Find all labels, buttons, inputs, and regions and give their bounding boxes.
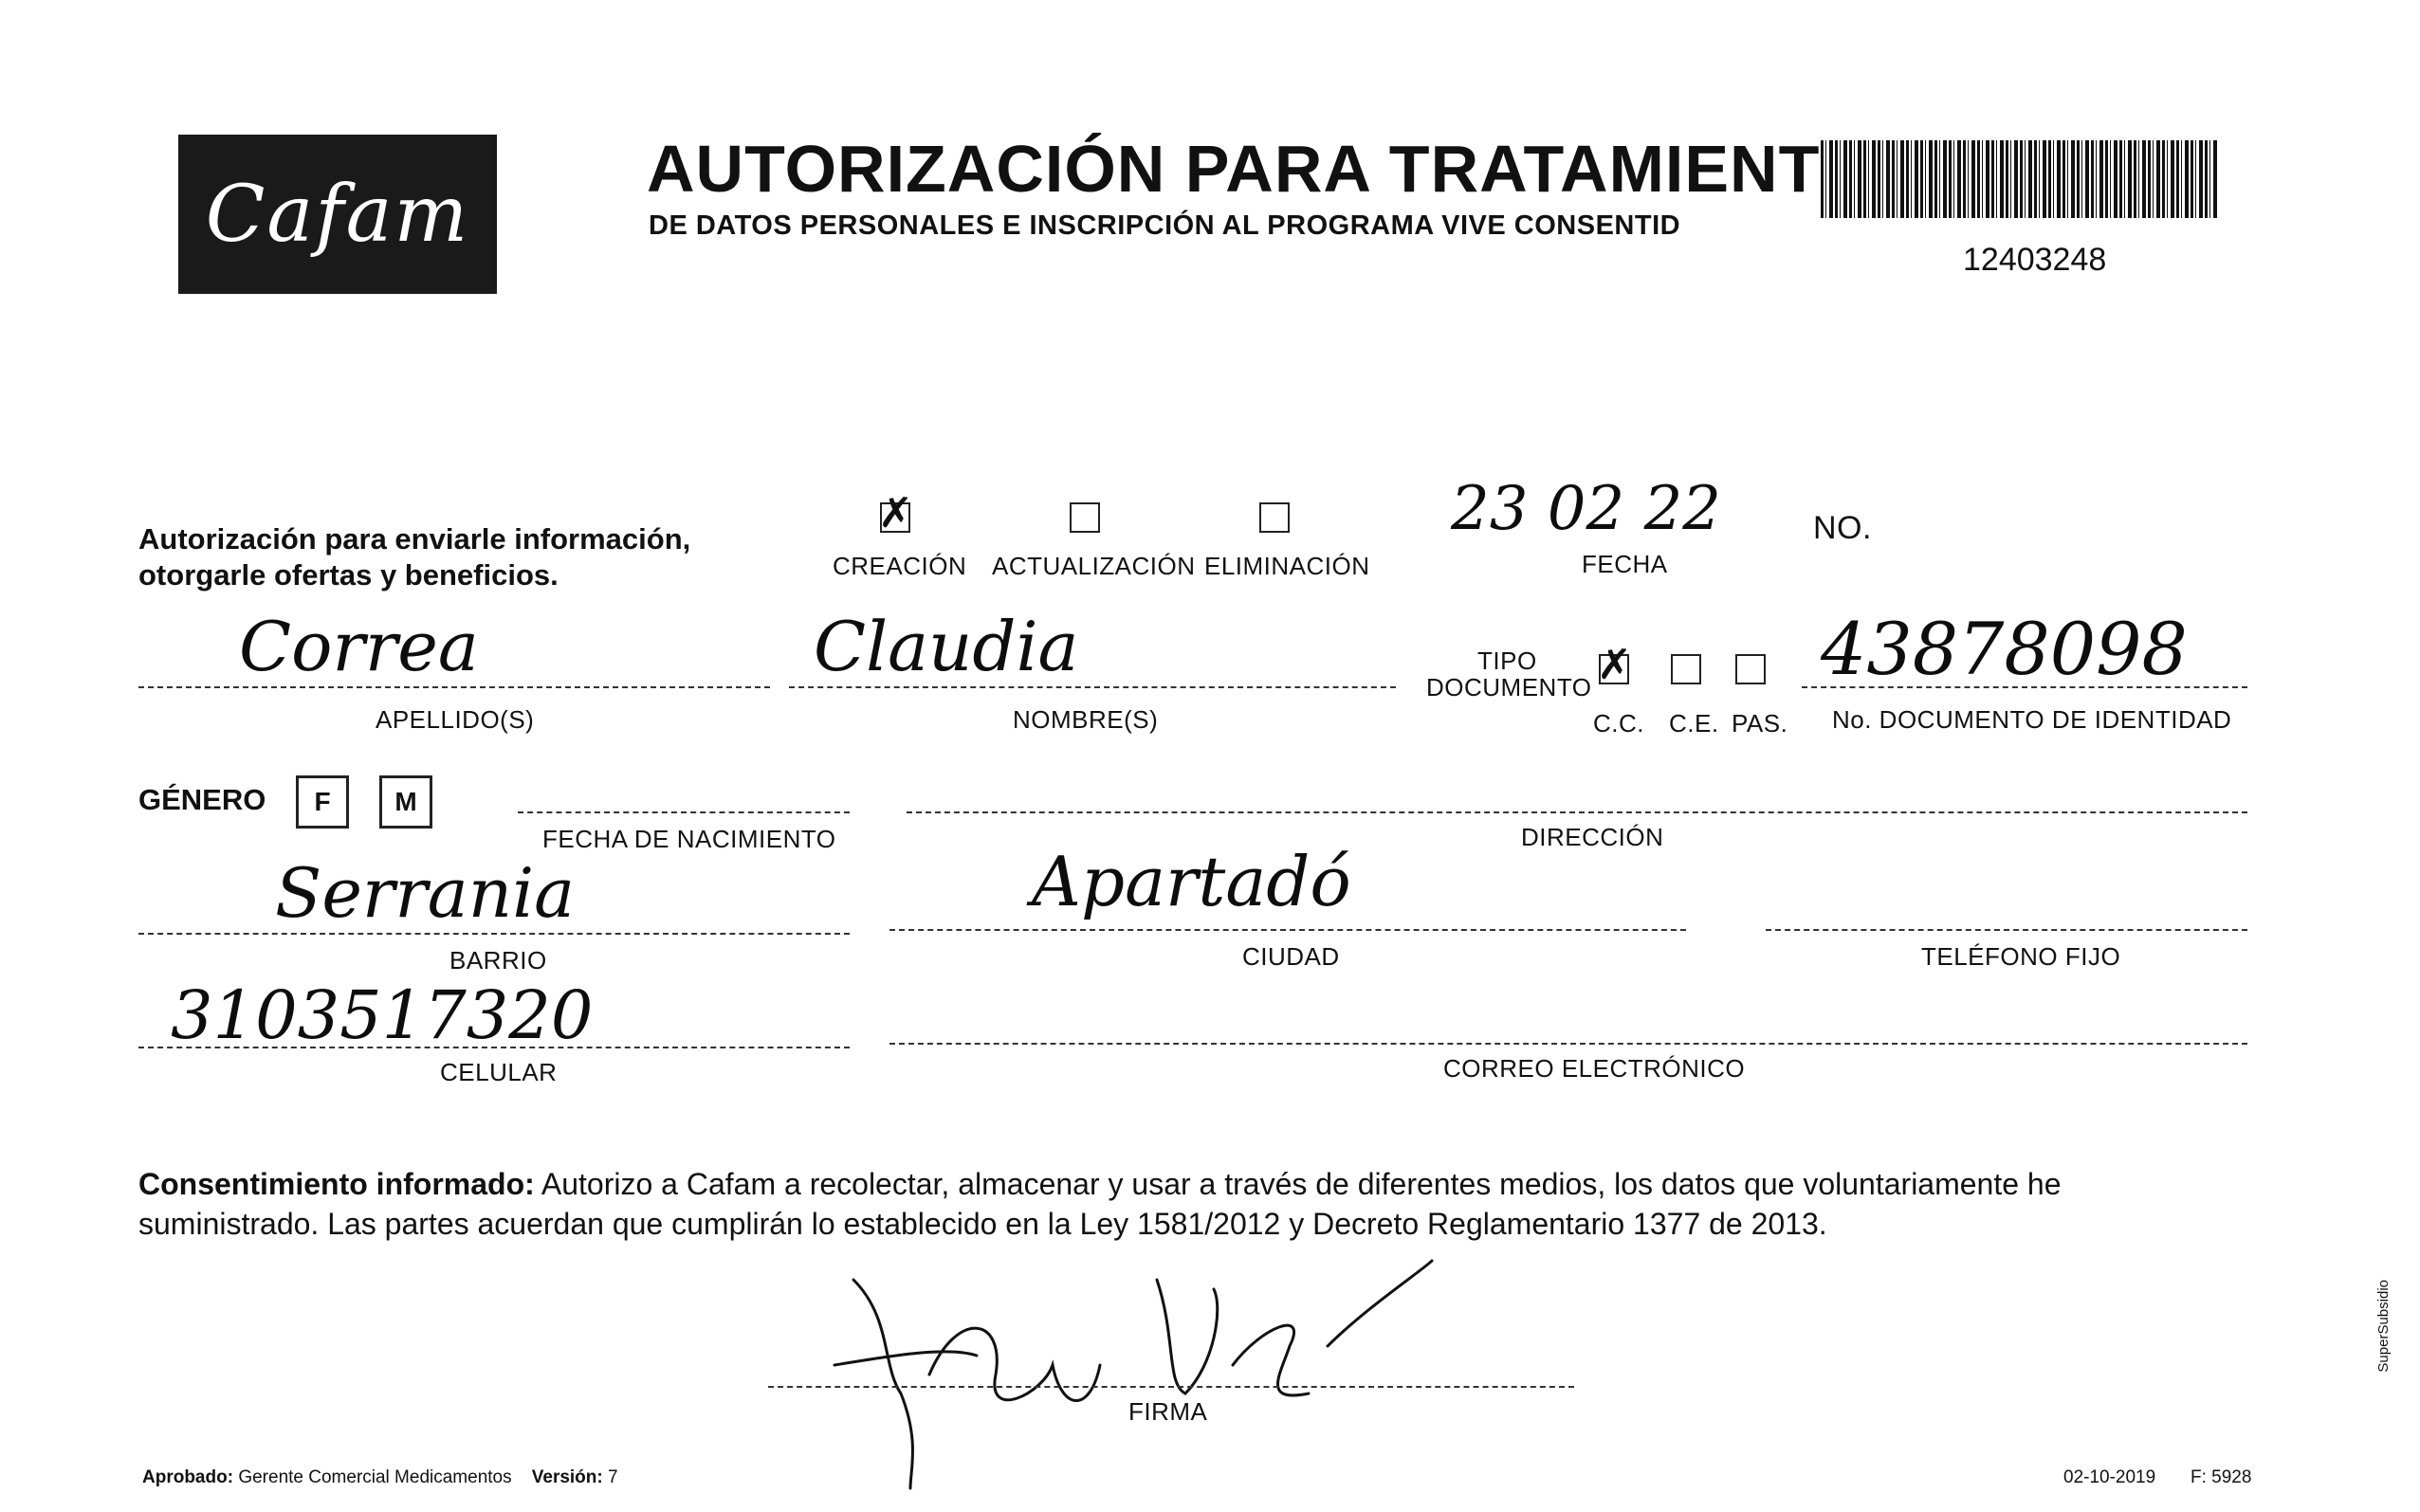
check-mark-icon: ✗	[1597, 641, 1632, 689]
barcode-number: 12403248	[1963, 242, 2107, 278]
barcode	[1821, 140, 2217, 218]
fecha-nacimiento-label: FECHA DE NACIMIENTO	[542, 825, 836, 853]
intro-text	[138, 521, 690, 593]
cafam-logo: Cafam	[178, 135, 497, 294]
consent-text: Autorizo a Cafam a recolectar, almacenar y usar a través de diferentes medios, los datos que voluntariamente he suministrado. Las partes acuerdan que cumplirán lo establecido en la Ley 1581/2012 y Decreto Reglamentario 1377 de 2013.	[138, 1167, 2062, 1241]
creacion-checkbox[interactable]	[878, 489, 913, 537]
creacion-label: CREACIÓN	[833, 552, 967, 580]
intro-line-1: Autorización para enviarle información,	[138, 522, 691, 556]
form-title: AUTORIZACIÓN PARA TRATAMIENT	[647, 132, 1821, 206]
genero-f-box[interactable]: F	[296, 775, 349, 829]
telefono-label: TELÉFONO FIJO	[1921, 942, 2121, 971]
telefono-line	[1766, 929, 2247, 931]
numero-label: NO.	[1813, 510, 1872, 546]
intro-line-2: otorgarle ofertas y beneficios.	[138, 558, 559, 592]
ciudad-label: CIUDAD	[1242, 942, 1340, 971]
documento-value[interactable]: 43878098	[1821, 607, 2188, 691]
cc-checkbox[interactable]	[1597, 641, 1632, 689]
fecha-value[interactable]: 23 02 22	[1451, 474, 1721, 544]
check-mark-icon: ✗	[878, 489, 913, 537]
supersubsidio-text: SuperSubsidio	[2375, 1280, 2392, 1373]
eliminacion-checkbox[interactable]	[1259, 502, 1290, 533]
signature-image	[816, 1251, 1498, 1498]
firma-label: FIRMA	[1128, 1397, 1208, 1426]
actualizacion-checkbox[interactable]	[1070, 502, 1100, 533]
barrio-label: BARRIO	[449, 946, 547, 975]
consent-paragraph	[138, 1164, 2244, 1244]
apellido-label: APELLIDO(S)	[376, 705, 535, 734]
genero-label: GÉNERO	[138, 783, 266, 816]
version-value: 7	[608, 1467, 618, 1487]
footer-approval	[142, 1467, 618, 1488]
celular-value[interactable]: 3103517320	[171, 976, 594, 1054]
apellido-line	[138, 686, 770, 688]
tipo-doc-label-1: TIPO	[1477, 647, 1537, 675]
ciudad-value[interactable]: Apartadó	[1032, 842, 1351, 921]
barrio-value[interactable]: Serrania	[275, 853, 576, 933]
version-label: Versión:	[531, 1467, 603, 1487]
tipo-doc-label-2: DOCUMENTO	[1426, 673, 1592, 701]
documento-line	[1802, 686, 2247, 688]
form-subtitle: DE DATOS PERSONALES E INSCRIPCIÓN AL PROGRAMA VIVE CONSENTID	[649, 210, 1681, 241]
correo-line	[889, 1043, 2247, 1045]
nombre-value[interactable]: Claudia	[814, 607, 1079, 686]
genero-m-box[interactable]: M	[379, 775, 432, 829]
actualizacion-label: ACTUALIZACIÓN	[992, 552, 1196, 580]
nombre-line	[789, 686, 1396, 688]
direccion-line	[907, 811, 2247, 813]
correo-label: CORREO ELECTRÓNICO	[1443, 1054, 1746, 1083]
celular-label: CELULAR	[440, 1058, 558, 1086]
eliminacion-label: ELIMINACIÓN	[1204, 552, 1370, 580]
aprobado-label: Aprobado:	[142, 1467, 234, 1487]
ciudad-line	[889, 929, 1686, 931]
celular-line	[138, 1047, 850, 1048]
fecha-label: FECHA	[1582, 550, 1668, 578]
ce-checkbox[interactable]	[1671, 654, 1701, 684]
pas-checkbox[interactable]	[1735, 654, 1766, 684]
cc-label: C.C.	[1593, 709, 1644, 738]
pas-label: PAS.	[1732, 709, 1788, 738]
documento-label: No. DOCUMENTO DE IDENTIDAD	[1832, 705, 2232, 734]
consent-lead: Consentimiento informado:	[138, 1167, 535, 1201]
firma-line	[768, 1386, 1574, 1388]
footer-code: F: 5928	[2191, 1467, 2252, 1487]
apellido-value[interactable]: Correa	[239, 607, 479, 686]
direccion-label: DIRECCIÓN	[1521, 823, 1664, 851]
fecha-nacimiento-line	[518, 811, 850, 813]
barrio-line	[138, 933, 850, 935]
footer-date: 02-10-2019	[2063, 1467, 2156, 1487]
nombre-label: NOMBRE(S)	[1013, 705, 1159, 734]
ce-label: C.E.	[1669, 709, 1719, 738]
aprobado-value: Gerente Comercial Medicamentos	[238, 1467, 512, 1487]
